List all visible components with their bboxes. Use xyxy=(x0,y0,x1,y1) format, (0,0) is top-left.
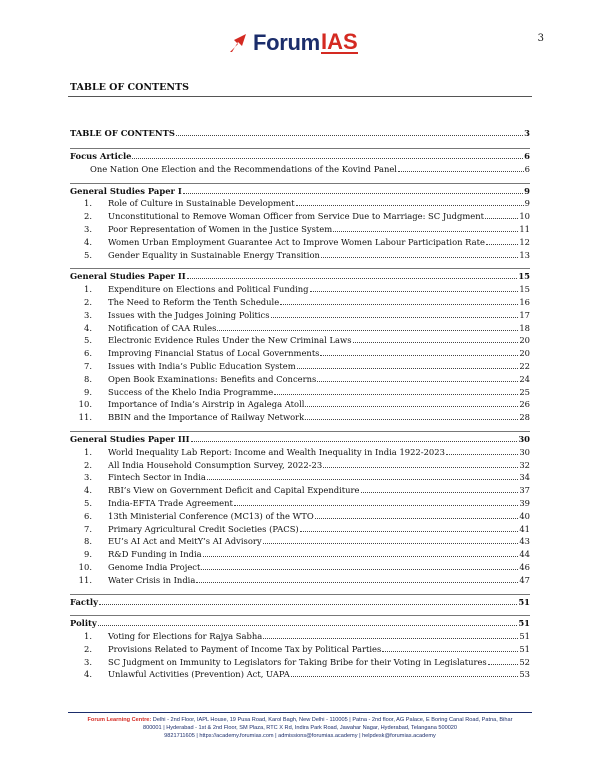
toc-section-title: General Studies Paper II xyxy=(70,271,186,282)
dot-leader xyxy=(201,561,518,570)
toc-item-page: 47 xyxy=(519,574,530,585)
toc-item[interactable] xyxy=(70,656,530,669)
toc-item-title: Role of Culture in Sustainable Development xyxy=(108,198,295,209)
toc-item-title: All India Household Consumption Survey, 2022-23 xyxy=(108,459,323,470)
toc-item[interactable] xyxy=(70,459,530,472)
dot-leader xyxy=(300,523,519,532)
toc-item-number: 5. xyxy=(84,335,92,346)
dot-leader xyxy=(234,497,518,506)
toc-item-title: Issues with India’s Public Education System xyxy=(108,360,296,371)
toc-item[interactable] xyxy=(70,249,530,262)
toc-item[interactable] xyxy=(70,510,530,523)
toc-entry-contents[interactable] xyxy=(70,127,530,141)
toc-item-number: 10. xyxy=(78,399,92,410)
toc-item[interactable] xyxy=(70,373,530,386)
dot-leader xyxy=(132,150,523,159)
toc-item-page: 9 xyxy=(524,198,530,209)
toc-item-number: 6. xyxy=(84,348,92,359)
toc-item[interactable] xyxy=(70,398,530,411)
toc-item-page: 13 xyxy=(519,249,530,260)
footer xyxy=(80,716,520,740)
toc-section-6[interactable] xyxy=(70,617,530,630)
dot-leader xyxy=(271,309,519,318)
toc-item[interactable] xyxy=(70,347,530,360)
toc-item-number: 3. xyxy=(84,309,92,320)
toc-item-number: 5. xyxy=(84,249,92,260)
toc-item[interactable] xyxy=(70,643,530,656)
toc-item-page: 15 xyxy=(519,284,530,295)
logo-ias-text: IAS xyxy=(320,29,358,54)
section-divider xyxy=(70,615,530,616)
section-spacer xyxy=(70,587,530,594)
toc-section-page: 15 xyxy=(518,271,530,282)
toc-item-title: R&D Funding in India xyxy=(108,549,202,560)
section-divider xyxy=(70,183,530,184)
toc-item-title: Genome India Project xyxy=(108,561,201,572)
dot-leader xyxy=(361,484,519,493)
toc-section-title: General Studies Paper III xyxy=(70,433,190,444)
dot-leader xyxy=(315,510,519,519)
toc-item[interactable] xyxy=(70,523,530,536)
toc-item-number: 2. xyxy=(84,296,92,307)
dot-leader xyxy=(297,360,519,369)
dot-leader xyxy=(296,197,524,206)
dot-leader xyxy=(274,386,518,395)
toc-item[interactable] xyxy=(70,446,530,459)
dot-leader xyxy=(99,596,517,605)
toc-item[interactable] xyxy=(70,630,530,643)
toc-entry-title: TABLE OF CONTENTS xyxy=(70,128,175,138)
toc-item-page: 24 xyxy=(519,373,530,384)
toc-item-page: 28 xyxy=(519,412,530,423)
logo-forum-text: Forum xyxy=(253,30,320,55)
toc-item-title: Fintech Sector in India xyxy=(108,472,206,483)
toc-item[interactable] xyxy=(70,668,530,681)
forumias-arrow-icon xyxy=(228,32,250,54)
toc-item-title: The Need to Reform the Tenth Schedule xyxy=(108,296,280,307)
footer-addresses: Delhi - 2nd Floor, IAPL House, 19 Pusa Road, Karol Bagh, New Delhi - 110005 | Patna - 2nd floor, AG Palace, E Boring Canal Road, Patna, Bihar 800001 | Hyderabad - 1st & 2nd Floor, SM Plaza, RTC X Rd, Indira Park Road, Jawahar Nagar, Hyderabad, Telangana 500020 xyxy=(142,717,513,731)
dot-leader xyxy=(196,574,518,583)
toc-item[interactable] xyxy=(70,283,530,296)
toc-item-title: Primary Agricultural Credit Societies (PACS) xyxy=(108,523,299,534)
toc-item-title: World Inequality Lab Report: Income and Wealth Inequality in India 1922-2023 xyxy=(108,446,445,457)
page-heading: TABLE OF CONTENTS xyxy=(70,82,189,93)
section-divider xyxy=(70,268,530,269)
dot-leader xyxy=(291,668,519,677)
footer-contacts[interactable]: 9821711605 | https://academy.forumias.com | admissions@forumias.academy | helpdesk@forumias.academy xyxy=(164,733,436,739)
toc-item-page: 41 xyxy=(519,523,530,534)
toc-item-page: 16 xyxy=(519,296,530,307)
toc-item-title: SC Judgment on Immunity to Legislators for Taking Bribe for their Voting in Legislatures xyxy=(108,656,487,667)
toc-item-title: Poor Representation of Women in the Justice System xyxy=(108,223,333,234)
section-spacer xyxy=(70,176,530,183)
toc-item-number: 3. xyxy=(84,472,92,483)
toc-item-title: Water Crisis in India xyxy=(108,574,196,585)
toc-section-2[interactable] xyxy=(70,185,530,198)
toc-item-number: 4. xyxy=(84,485,92,496)
toc-section-title: Polity xyxy=(70,618,97,629)
dot-leader xyxy=(398,163,524,172)
toc-item-page: 53 xyxy=(519,669,530,680)
toc-section-1[interactable] xyxy=(70,150,530,163)
dot-leader xyxy=(187,270,518,279)
dot-leader xyxy=(485,210,518,219)
toc-item-title: Unconstitutional to Remove Woman Officer from Service Due to Marriage: SC Judgment xyxy=(108,211,484,222)
dot-leader xyxy=(305,411,518,420)
toc-item[interactable] xyxy=(70,497,530,510)
toc-item-page: 52 xyxy=(519,656,530,667)
toc-item-page: 40 xyxy=(519,510,530,521)
toc-item-number: 4. xyxy=(84,322,92,333)
toc-item-title: One Nation One Election and the Recommendations of the Kovind Panel xyxy=(90,163,397,174)
toc-item-number: 10. xyxy=(78,561,92,572)
toc-item-title: Voting for Elections for Rajya Sabha xyxy=(108,631,263,642)
toc-entry-page: 3 xyxy=(524,128,530,138)
toc-item-page: 22 xyxy=(519,360,530,371)
toc-item-title: Gender Equality in Sustainable Energy Transition xyxy=(108,249,320,260)
toc-item[interactable] xyxy=(70,163,530,176)
dot-leader xyxy=(323,459,518,468)
toc-item-title: Success of the Khelo India Programme xyxy=(108,386,274,397)
toc-item-page: 25 xyxy=(519,386,530,397)
toc-section-page: 51 xyxy=(518,618,530,629)
toc-item[interactable] xyxy=(70,360,530,373)
toc-section-3[interactable] xyxy=(70,270,530,283)
dot-leader xyxy=(488,656,519,665)
toc-item-title: Issues with the Judges Joining Politics xyxy=(108,309,270,320)
toc-item-page: 43 xyxy=(519,536,530,547)
dot-leader xyxy=(176,127,523,136)
toc-item-title: Electronic Evidence Rules Under the New Criminal Laws xyxy=(108,335,352,346)
toc-section-page: 9 xyxy=(524,185,530,196)
toc-item[interactable] xyxy=(70,471,530,484)
toc-item-page: 12 xyxy=(519,236,530,247)
toc-item[interactable] xyxy=(70,386,530,399)
toc-item[interactable] xyxy=(70,484,530,497)
section-spacer xyxy=(70,608,530,615)
dot-leader xyxy=(317,373,518,382)
section-spacer xyxy=(70,141,530,148)
toc-item-title: RBI’s View on Government Deficit and Capital Expenditure xyxy=(108,485,360,496)
toc-item[interactable] xyxy=(70,296,530,309)
toc-item-page: 34 xyxy=(519,472,530,483)
section-divider xyxy=(70,594,530,595)
toc-item-title: Improving Financial Status of Local Governments xyxy=(108,348,320,359)
dot-leader xyxy=(353,334,519,343)
dot-leader xyxy=(183,185,523,194)
toc-item-number: 7. xyxy=(84,523,92,534)
dot-leader xyxy=(305,398,518,407)
toc-item-number: 8. xyxy=(84,373,92,384)
toc-section-5[interactable] xyxy=(70,596,530,609)
toc-item-page: 51 xyxy=(519,631,530,642)
page-number: 3 xyxy=(537,33,544,44)
section-spacer xyxy=(70,424,530,431)
footer-divider xyxy=(68,712,532,713)
toc-item-number: 2. xyxy=(84,459,92,470)
dot-leader xyxy=(263,535,519,544)
toc-item[interactable] xyxy=(70,574,530,587)
toc-item-number: 11. xyxy=(78,412,92,423)
toc-item-number: 4. xyxy=(84,669,92,680)
toc-item-page: 37 xyxy=(519,485,530,496)
toc-item-title: BBIN and the Importance of Railway Network xyxy=(108,412,305,423)
toc-item-page: 32 xyxy=(519,459,530,470)
toc-item-title: Unlawful Activities (Prevention) Act, UAPA xyxy=(108,669,290,680)
toc-section-page: 6 xyxy=(524,151,530,161)
dot-leader xyxy=(333,223,518,232)
toc-item[interactable] xyxy=(70,197,530,210)
toc-item-number: 6. xyxy=(84,510,92,521)
toc-item[interactable] xyxy=(70,236,530,249)
section-divider xyxy=(70,148,530,149)
toc-item-title: 13th Ministerial Conference (MC13) of the WTO xyxy=(108,510,314,521)
toc-item-page: 6 xyxy=(524,163,530,174)
dot-leader xyxy=(263,630,518,639)
toc-item-title: Importance of India’s Airstrip in Agalega Atoll xyxy=(108,399,305,410)
toc-item[interactable] xyxy=(70,561,530,574)
toc-section-title: Focus Article xyxy=(70,151,132,161)
toc-section-title: General Studies Paper I xyxy=(70,185,182,196)
toc-item-number: 3. xyxy=(84,223,92,234)
toc-item-page: 17 xyxy=(519,309,530,320)
toc-item-title: Provisions Related to Payment of Income Tax by Political Parties xyxy=(108,643,382,654)
toc-item[interactable] xyxy=(70,548,530,561)
toc-item-number: 1. xyxy=(84,198,92,209)
table-of-contents xyxy=(70,127,530,681)
toc-section-page: 30 xyxy=(518,433,530,444)
dot-leader xyxy=(191,433,518,442)
toc-item-number: 9. xyxy=(84,549,92,560)
dot-leader xyxy=(310,283,519,292)
toc-item-title: Open Book Examinations: Benefits and Concerns xyxy=(108,373,317,384)
toc-item-page: 44 xyxy=(519,549,530,560)
toc-item-number: 2. xyxy=(84,211,92,222)
dot-leader xyxy=(486,236,518,245)
toc-section-title: Factly xyxy=(70,596,98,607)
toc-item-number: 1. xyxy=(84,446,92,457)
dot-leader xyxy=(217,322,518,331)
toc-item-title: India-EFTA Trade Agreement xyxy=(108,497,233,508)
toc-item-page: 11 xyxy=(519,223,530,234)
dot-leader xyxy=(98,617,518,626)
toc-item-page: 20 xyxy=(519,335,530,346)
dot-leader xyxy=(203,548,519,557)
dot-leader xyxy=(446,446,518,455)
toc-item-page: 18 xyxy=(519,322,530,333)
toc-item-number: 9. xyxy=(84,386,92,397)
toc-item-number: 7. xyxy=(84,360,92,371)
toc-item[interactable] xyxy=(70,535,530,548)
toc-item-title: Notification of CAA Rules xyxy=(108,322,217,333)
toc-item[interactable] xyxy=(70,223,530,236)
dot-leader xyxy=(320,347,518,356)
toc-item-title: Expenditure on Elections and Political Funding xyxy=(108,284,309,295)
toc-item-title: EU’s AI Act and MeitY’s AI Advisory xyxy=(108,536,262,547)
dot-leader xyxy=(382,643,518,652)
toc-item-page: 20 xyxy=(519,348,530,359)
section-spacer xyxy=(70,261,530,268)
section-divider xyxy=(70,431,530,432)
toc-item-page: 46 xyxy=(519,561,530,572)
toc-item-number: 1. xyxy=(84,284,92,295)
dot-leader xyxy=(321,249,518,258)
toc-item-number: 8. xyxy=(84,536,92,547)
toc-item-page: 10 xyxy=(519,211,530,222)
toc-item-number: 1. xyxy=(84,631,92,642)
heading-divider xyxy=(68,96,532,97)
toc-item-page: 30 xyxy=(519,446,530,457)
toc-item[interactable] xyxy=(70,309,530,322)
dot-leader xyxy=(280,296,518,305)
toc-item[interactable] xyxy=(70,210,530,223)
footer-brand: Forum Learning Centre: xyxy=(87,717,152,723)
toc-item-page: 51 xyxy=(519,643,530,654)
toc-item-number: 5. xyxy=(84,497,92,508)
toc-item-number: 3. xyxy=(84,656,92,667)
toc-section-page: 51 xyxy=(518,596,530,607)
toc-item-page: 39 xyxy=(519,497,530,508)
toc-item-number: 2. xyxy=(84,643,92,654)
forumias-logo xyxy=(228,30,358,56)
toc-item[interactable] xyxy=(70,322,530,335)
toc-item[interactable] xyxy=(70,411,530,424)
toc-item-title: Women Urban Employment Guarantee Act to Improve Women Labour Participation Rate xyxy=(108,236,485,247)
toc-item-number: 4. xyxy=(84,236,92,247)
dot-leader xyxy=(207,471,518,480)
toc-section-4[interactable] xyxy=(70,433,530,446)
toc-item-page: 26 xyxy=(519,399,530,410)
toc-item-number: 11. xyxy=(78,574,92,585)
toc-item[interactable] xyxy=(70,334,530,347)
